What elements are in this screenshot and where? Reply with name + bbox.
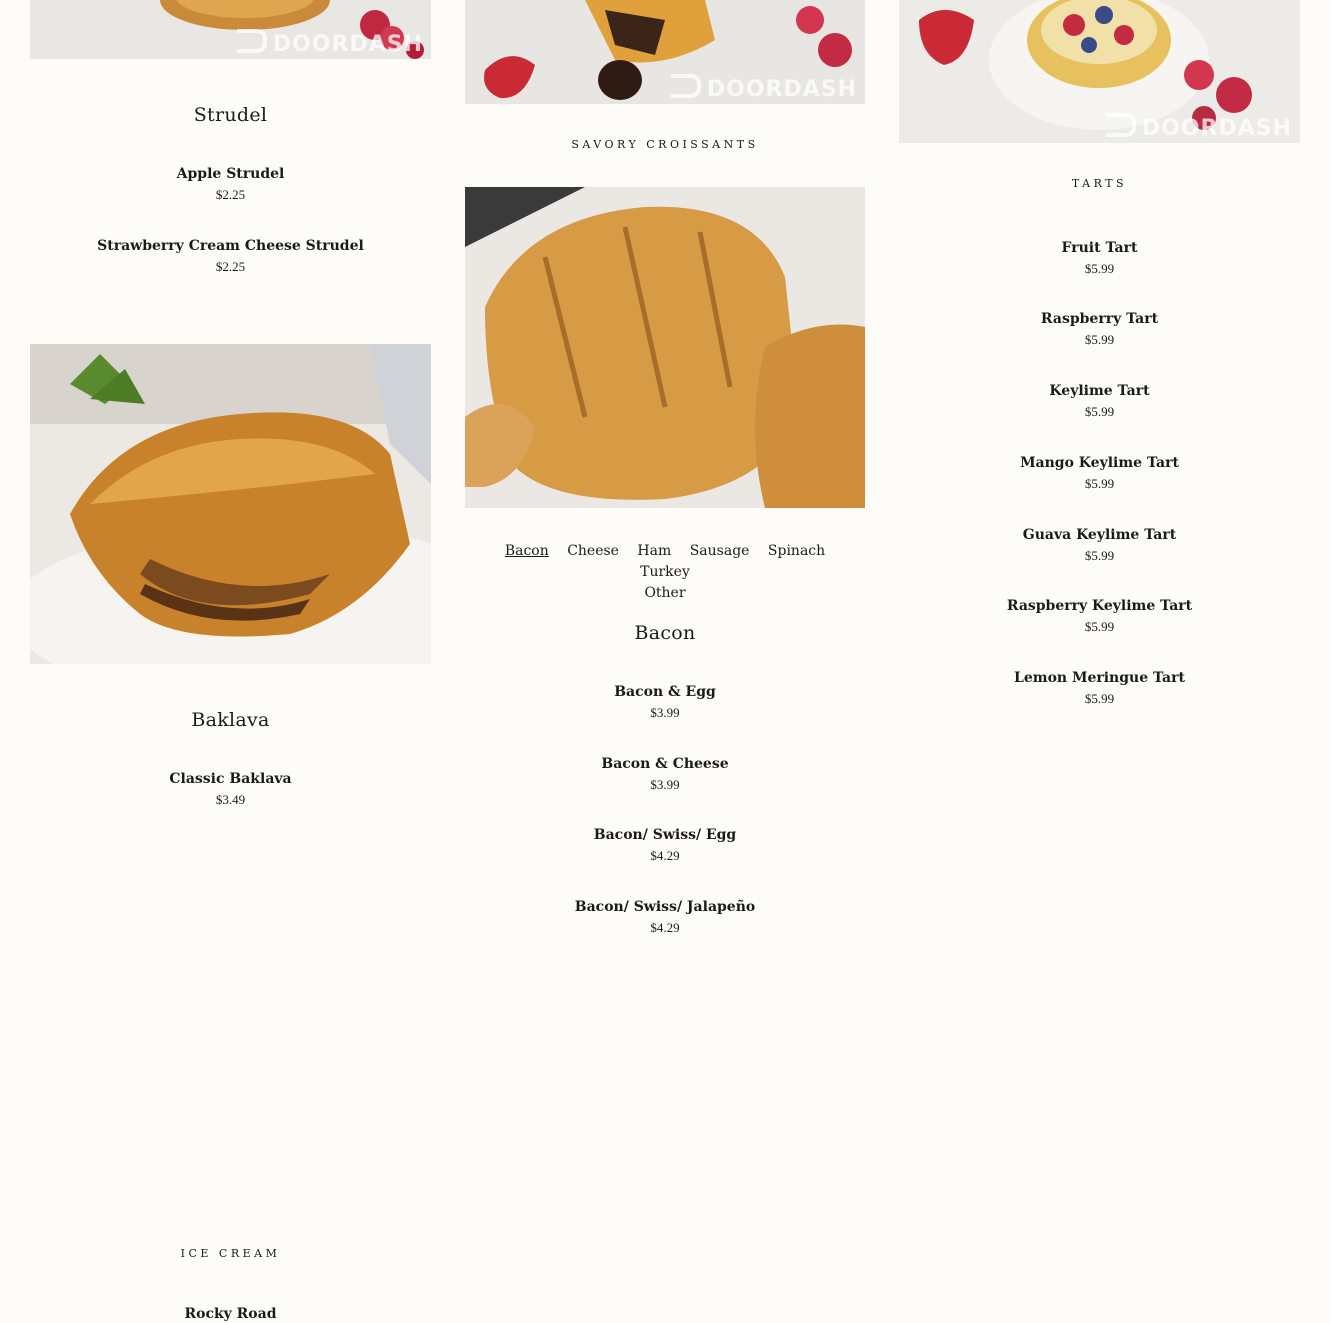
item-name: Rocky Road — [184, 1306, 277, 1322]
tab-ham[interactable]: Ham — [637, 543, 672, 559]
item-name: Raspberry Tart — [1040, 311, 1159, 327]
item-name: Lemon Meringue Tart — [1014, 670, 1185, 686]
croissant-photo — [465, 187, 865, 508]
item-name: Strawberry Cream Cheese Strudel — [97, 238, 364, 254]
category-title: Baklava — [191, 709, 270, 731]
item-price: $5.99 — [1084, 332, 1115, 347]
item-price: $2.25 — [215, 187, 246, 202]
tab-turkey[interactable]: Turkey — [640, 564, 690, 580]
item-price: $5.99 — [1084, 691, 1115, 706]
item-name: Apple Strudel — [176, 166, 285, 182]
item-name: Bacon & Egg — [614, 684, 716, 700]
tab-other[interactable]: Other — [644, 585, 686, 601]
tab-bacon[interactable]: Bacon — [504, 543, 549, 559]
menu-item[interactable] — [30, 165, 431, 203]
menu-item[interactable] — [899, 597, 1300, 635]
item-price: $3.99 — [650, 777, 680, 792]
doordash-watermark: DOORDASH — [1106, 113, 1292, 141]
menu-item[interactable] — [30, 237, 431, 275]
item-price: $5.99 — [1084, 261, 1115, 276]
item-price: $4.29 — [650, 920, 680, 935]
doordash-watermark: DOORDASH — [237, 29, 423, 57]
croissant-filter-tabs — [465, 541, 865, 604]
menu-item[interactable] — [899, 239, 1300, 277]
doordash-watermark: DOORDASH — [671, 74, 857, 102]
tab-cheese[interactable]: Cheese — [567, 543, 619, 559]
section-heading: SAVORY CROISSANTS — [571, 138, 759, 151]
item-name: Bacon/ Swiss/ Egg — [593, 827, 737, 843]
baklava-photo — [30, 344, 431, 664]
menu-item[interactable] — [30, 1305, 431, 1323]
pastry-photo — [465, 0, 865, 104]
menu-item[interactable] — [899, 310, 1300, 348]
item-name: Bacon & Cheese — [601, 756, 729, 772]
item-name: Guava Keylime Tart — [1022, 527, 1177, 543]
item-price: $3.99 — [650, 705, 680, 720]
menu-item[interactable] — [465, 683, 865, 721]
item-price: $2.25 — [215, 259, 246, 274]
menu-item[interactable] — [899, 454, 1300, 492]
section-heading: TARTS — [1071, 177, 1128, 190]
category-title: Bacon — [634, 622, 696, 644]
item-price: $5.99 — [1084, 404, 1115, 419]
strudel-photo — [30, 0, 431, 59]
item-price: $3.49 — [215, 792, 246, 807]
item-price: $4.29 — [650, 848, 680, 863]
item-price: $5.99 — [1084, 548, 1115, 563]
tab-spinach[interactable]: Spinach — [767, 543, 826, 559]
menu-item[interactable] — [465, 898, 865, 936]
menu-item[interactable] — [899, 669, 1300, 707]
item-price: $5.99 — [1084, 476, 1115, 491]
tab-sausage[interactable]: Sausage — [689, 543, 750, 559]
menu-item[interactable] — [899, 382, 1300, 420]
item-name: Classic Baklava — [169, 771, 292, 787]
section-heading: ICE CREAM — [180, 1247, 281, 1260]
tart-photo — [899, 0, 1300, 143]
category-title: Strudel — [193, 104, 268, 126]
item-price: $5.99 — [1084, 619, 1115, 634]
menu-item[interactable] — [30, 770, 431, 808]
item-name: Fruit Tart — [1061, 240, 1138, 256]
menu-item[interactable] — [465, 826, 865, 864]
item-name: Keylime Tart — [1049, 383, 1150, 399]
item-name: Raspberry Keylime Tart — [1006, 598, 1193, 614]
menu-item[interactable] — [465, 755, 865, 793]
menu-item[interactable] — [899, 526, 1300, 564]
item-name: Bacon/ Swiss/ Jalapeño — [574, 899, 756, 915]
item-name: Mango Keylime Tart — [1020, 455, 1179, 471]
